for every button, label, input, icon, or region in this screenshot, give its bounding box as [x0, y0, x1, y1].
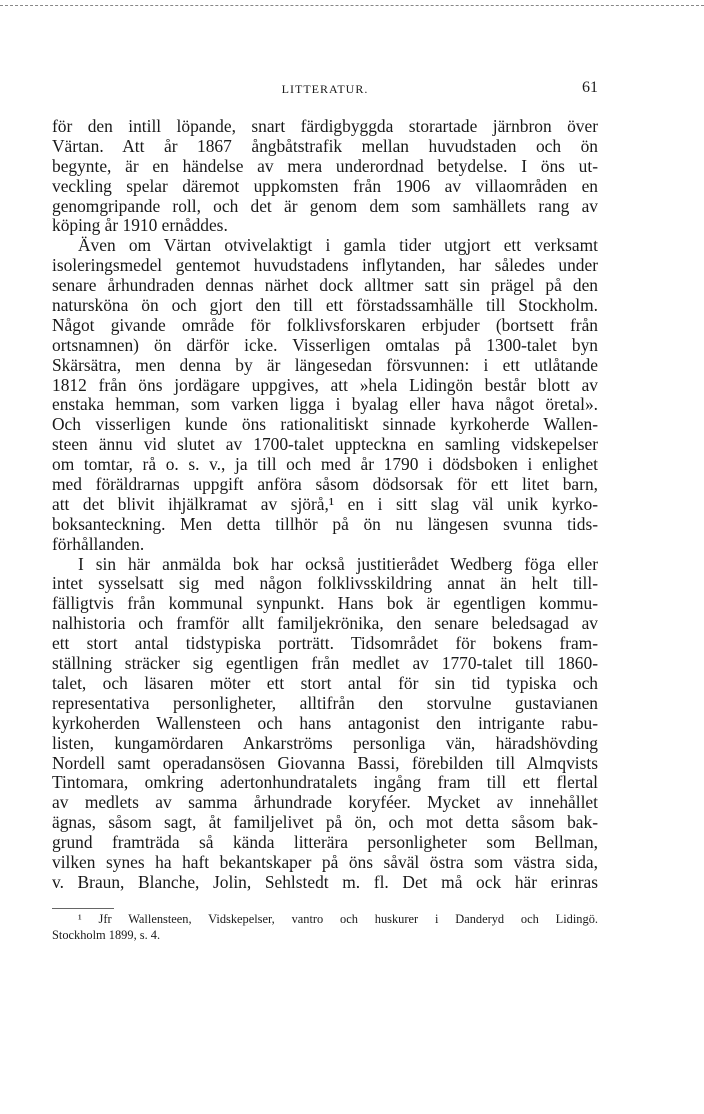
paragraph-start: Även om Värtan otvivelaktigt i gamla tider utgjort ett verksamt: [78, 235, 598, 256]
body-line: att det blivit ihjälkramat av sjörå,¹ en i sitt slag väl unik kyrko-: [52, 493, 598, 514]
body-line: listen, kungamördaren Ankarströms personliga vän, häradshövding: [52, 732, 598, 753]
footnote-rule: [52, 908, 114, 909]
body-line: fälligtvis från kommunal synpunkt. Hans bok är egentligen kommu-: [52, 593, 598, 614]
body-line: veckling spelar däremot uppkomsten från 1906 av villaområden en: [52, 175, 598, 196]
body-line: ett stort antal tidstypiska porträtt. Tidsområdet för bokens fram-: [52, 633, 598, 654]
body-line: vilken synes ha haft bekantskaper på öns såväl östra som västra sida,: [52, 851, 598, 872]
body-line: av medlets av samma århundrade koryféer. Mycket av innehållet: [52, 792, 598, 813]
body-line: nalhistoria och framför allt familjekrönika, den senare beledsagad av: [52, 613, 598, 634]
body-line: Och visserligen kunde öns rationalitiskt sinnade kyrkoherde Wallen-: [52, 414, 598, 435]
body-line: isoleringsmedel gentemot huvudstadens inflytanden, har således under: [52, 255, 598, 276]
body-line: Något givande område för folklivsforskaren erbjuder (bortsett från: [52, 314, 598, 335]
body-line: ortsnamnen) ön därför icke. Visserligen omtalas på 1300-talet byn: [52, 334, 598, 355]
body-line: senare århundraden dennas närhet dock alltmer satt sin prägel på den: [52, 275, 598, 296]
footnote-line: Stockholm 1899, s. 4.: [52, 928, 161, 942]
body-line: om tomtar, rå o. s. v., ja till och med år 1790 i dödsboken i enlighet: [52, 454, 598, 475]
page-number: 61: [582, 79, 598, 96]
body-line: enstaka hemman, som varken ligga i byalag eller hava något öretal».: [52, 394, 598, 415]
body-line: förhållanden.: [52, 533, 145, 554]
footnote-line: ¹ Jfr Wallensteen, Vidskepelser, vantro och huskurer i Danderyd och Lidingö.: [78, 912, 598, 926]
body-line: v. Braun, Blanche, Jolin, Sehlstedt m. fl. Det må ock här erinras: [52, 871, 598, 892]
body-line: 1812 från öns jordägare uppgives, att »hela Lidingön består blott av: [52, 374, 598, 395]
body-line: natursköna ön och gjort den till ett förstadssamhälle till Stockholm.: [52, 295, 598, 316]
body-line: köping år 1910 ernåddes.: [52, 215, 228, 236]
body-line: Skärsätra, men denna by är längesedan försvunnen: i ett utlåtande: [52, 354, 598, 375]
body-line: för den intill löpande, snart färdigbyggda storartade järnbron över: [52, 116, 598, 136]
body-line: ställning sträcker sig egentligen från medlet av 1770-talet till 1860-: [52, 653, 598, 674]
body-line: begynte, är en händelse av mera underordnad betydelse. I öns ut-: [52, 155, 598, 176]
body-line: genomgripande roll, och det är genom dem som samhällets rang av: [52, 195, 598, 216]
body-line: kyrkoherden Wallensteen och hans antagonist den intrigante rabu-: [52, 712, 598, 733]
body-line: boksanteckning. Men detta tillhör på ön nu längesen svunna tids-: [52, 513, 598, 534]
paragraph-start: I sin här anmälda bok har också justitierådet Wedberg föga eller: [78, 553, 598, 574]
running-head: LITTERATUR.: [281, 82, 369, 96]
top-border-line: [0, 5, 704, 6]
body-line: Nordell samt operadansösen Giovanna Bassi, förebilden till Almqvists: [52, 752, 598, 773]
body-line: talet, och läsaren möter ett stort antal för sin tid typiska och: [52, 672, 598, 693]
body-line: grund framträda så kända litterära personligheter som Bellman,: [52, 832, 598, 853]
body-text: [52, 117, 598, 893]
body-line: intet sysselsatt sig med någon folklivsskildring annat än helt till-: [52, 573, 598, 594]
page-header: [52, 79, 598, 102]
body-line: Värtan. Att år 1867 ångbåtstrafik mellan huvudstaden och ön: [52, 135, 598, 156]
footnote: [52, 911, 598, 943]
body-line: ägnas, såsom sagt, åt familjelivet på ön, och mot detta såsom bak-: [52, 812, 598, 833]
body-line: steen ännu vid slutet av 1700-talet uppteckna en samling vidskepelser: [52, 434, 598, 455]
body-line: med föräldrarnas uppgift anföra såsom dödsorsak för ett litet barn,: [52, 474, 598, 495]
body-line: representativa personligheter, alltifrån den storvulne gustavianen: [52, 692, 598, 713]
body-line: Tintomara, omkring adertonhundratalets ingång fram till ett flertal: [52, 772, 598, 793]
